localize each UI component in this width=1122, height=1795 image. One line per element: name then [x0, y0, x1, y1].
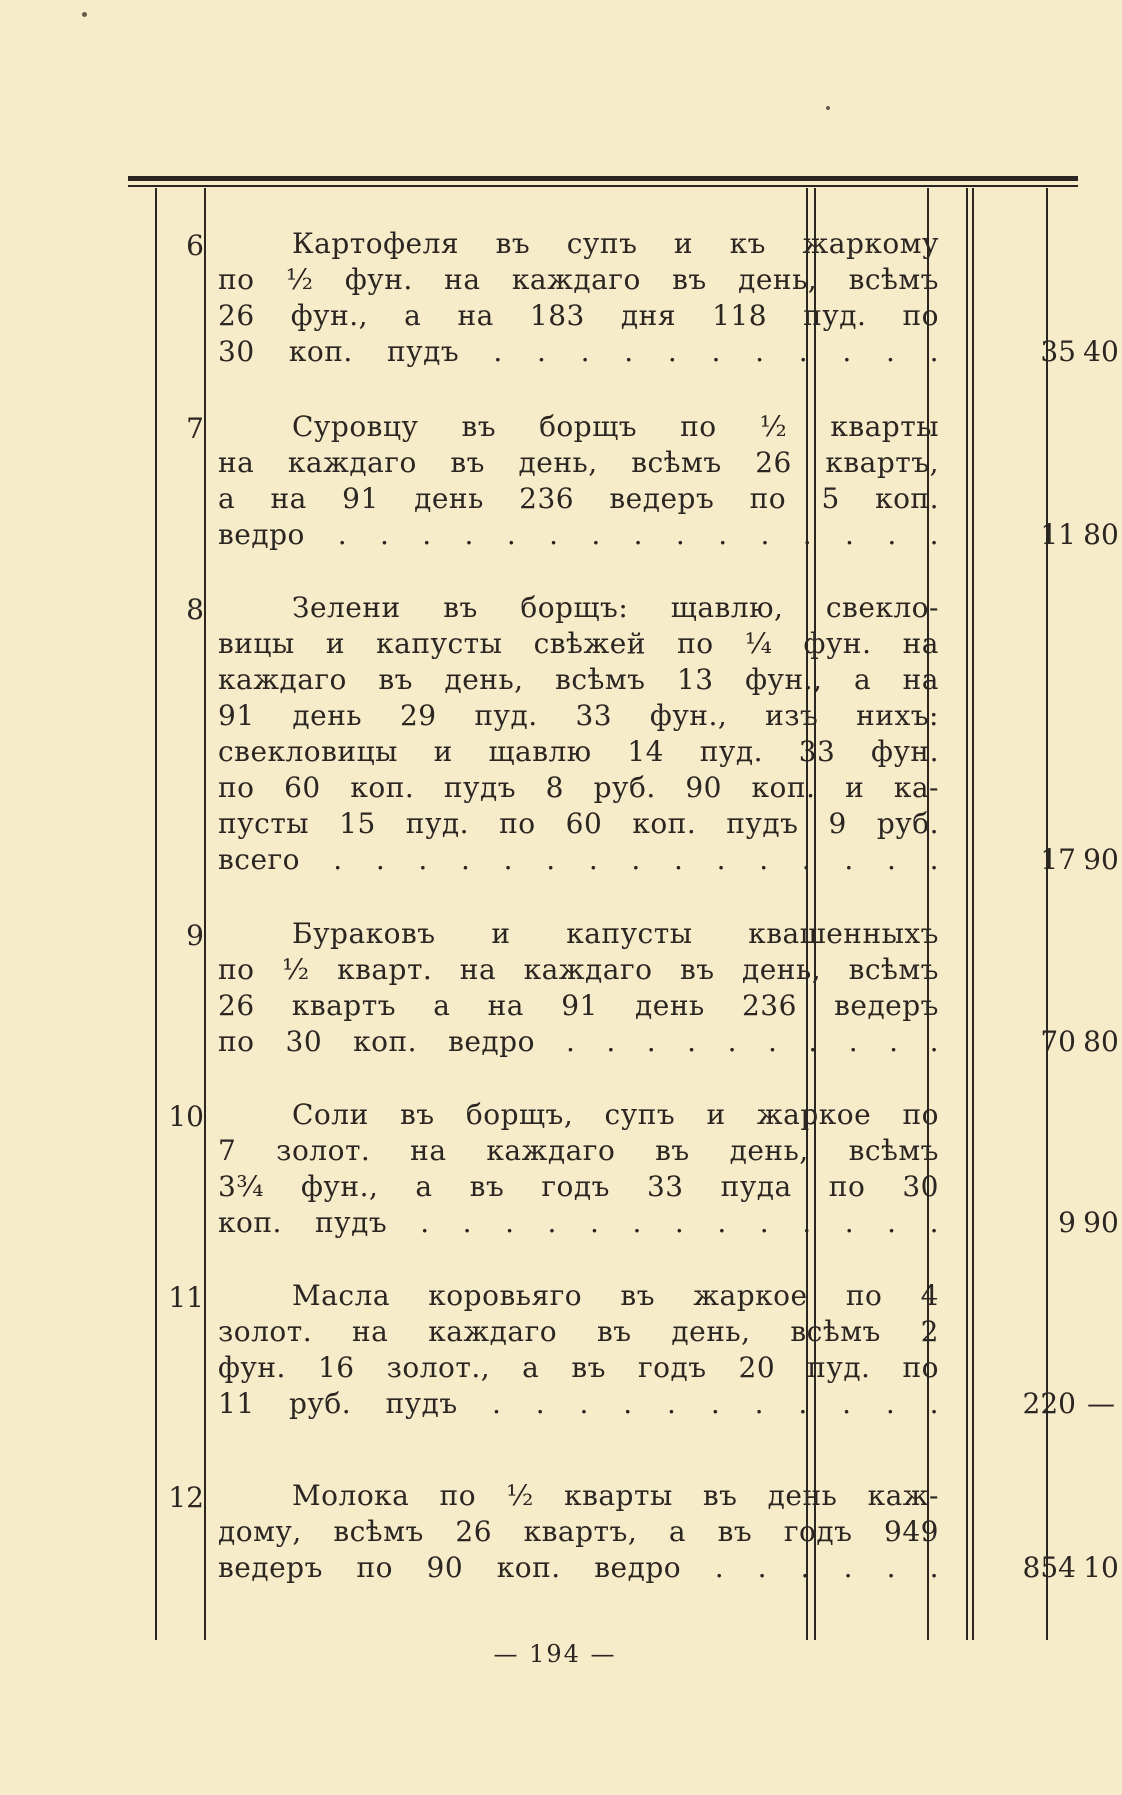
entry-line: Суровцу въ борщъ по ½ кварты	[292, 410, 939, 443]
amount-rubles: 220	[1022, 1387, 1076, 1420]
entry-number: 11	[168, 1281, 204, 1314]
entry-line: Бураковъ и капусты квашенныхъ	[292, 917, 939, 950]
entry-line: Соли въ борщъ, супъ и жаркое по	[292, 1098, 939, 1131]
table-top-rule-thick	[128, 176, 1078, 181]
entry-line: 91 день 29 пуд. 33 фун., изъ нихъ:	[218, 699, 939, 732]
column-line-rub-kop	[927, 188, 929, 1640]
column-line-kop-right-a	[966, 188, 968, 1640]
entry-description	[218, 409, 939, 553]
amount-rubles: 9	[1058, 1206, 1076, 1239]
amount-kopecks: —	[1087, 1387, 1115, 1420]
entry-description	[218, 590, 939, 878]
entry-number: 8	[186, 593, 204, 626]
amount-kopecks: 90	[1083, 1206, 1119, 1239]
entry-line: 7 золот. на каждаго въ день, всѣмъ	[218, 1134, 939, 1167]
entry-description	[218, 226, 939, 370]
entry-line: а на 91 день 236 ведеръ по 5 коп.	[218, 482, 939, 515]
entry-line: ведеръ по 90 коп. ведро . . . . . .	[218, 1551, 939, 1584]
entry-line: по ½ фун. на каждаго въ день, всѣмъ	[218, 263, 939, 296]
amount-kopecks: 90	[1083, 843, 1119, 876]
column-line-left-inner	[204, 188, 206, 1640]
entry-line: каждаго въ день, всѣмъ 13 фун., а на	[218, 663, 939, 696]
amount-kopecks: 40	[1083, 335, 1119, 368]
entry-line: Масла коровьяго въ жаркое по 4	[292, 1279, 939, 1312]
column-line-left-outer	[155, 188, 157, 1640]
entry-description	[218, 1278, 939, 1422]
entry-number: 9	[186, 919, 204, 952]
entry-line: по 60 коп. пудъ 8 руб. 90 коп. и ка-	[218, 771, 939, 804]
amount-rubles: 70	[1040, 1025, 1076, 1058]
amount-kopecks: 80	[1083, 518, 1119, 551]
page-number: — 194 —	[493, 1640, 617, 1668]
paper-speck	[826, 106, 830, 110]
entry-line: 3¾ фун., а въ годъ 33 пуда по 30	[218, 1170, 939, 1203]
amount-kopecks: 10	[1083, 1551, 1119, 1584]
entry-number: 6	[186, 229, 204, 262]
entry-line: фун. 16 золот., а въ годъ 20 пуд. по	[218, 1351, 939, 1384]
entry-line: ведро . . . . . . . . . . . . . . .	[218, 518, 939, 551]
amount-rubles: 11	[1040, 518, 1076, 551]
entry-line: пусты 15 пуд. по 60 коп. пудъ 9 руб.	[218, 807, 939, 840]
entry-line: Картофеля въ супъ и къ жаркому	[292, 227, 939, 260]
entry-line: Молока по ½ кварты въ день каж-	[292, 1479, 939, 1512]
entry-line: на каждаго въ день, всѣмъ 26 квартъ,	[218, 446, 939, 479]
entry-line: по 30 коп. ведро . . . . . . . . . .	[218, 1025, 939, 1058]
entry-line: 26 фун., а на 183 дня 118 пуд. по	[218, 299, 939, 332]
entry-number: 10	[168, 1100, 204, 1133]
amount-rubles: 17	[1040, 843, 1076, 876]
entry-description	[218, 916, 939, 1060]
entry-line: золот. на каждаго въ день, всѣмъ 2	[218, 1315, 939, 1348]
entry-line: коп. пудъ . . . . . . . . . . . . .	[218, 1206, 939, 1239]
entry-line: свекловицы и щавлю 14 пуд. 33 фун.	[218, 735, 939, 768]
amount-rubles: 854	[1022, 1551, 1076, 1584]
paper-speck	[82, 12, 87, 17]
column-line-kop-right-b	[972, 188, 974, 1640]
entry-line: 11 руб. пудъ . . . . . . . . . . .	[218, 1387, 939, 1420]
entry-line: 30 коп. пудъ . . . . . . . . . . .	[218, 335, 939, 368]
entry-line: 26 квартъ а на 91 день 236 ведеръ	[218, 989, 939, 1022]
entry-description	[218, 1478, 939, 1586]
amount-rubles: 35	[1040, 335, 1076, 368]
amount-kopecks: 80	[1083, 1025, 1119, 1058]
column-line-right-outer	[1046, 188, 1048, 1640]
entry-line: вицы и капусты свѣжей по ¼ фун. на	[218, 627, 939, 660]
entry-number: 12	[168, 1481, 204, 1514]
entry-line: Зелени въ борщъ: щавлю, свекло-	[292, 591, 939, 624]
entry-description	[218, 1097, 939, 1241]
column-line-text-right-a	[806, 188, 808, 1640]
entry-line: всего . . . . . . . . . . . . . . .	[218, 843, 939, 876]
table-top-rule-thin	[128, 185, 1078, 187]
entry-line: дому, всѣмъ 26 квартъ, а въ годъ 949	[218, 1515, 939, 1548]
entry-number: 7	[186, 412, 204, 445]
column-line-text-right-b	[814, 188, 816, 1640]
entry-line: по ½ кварт. на каждаго въ день, всѣмъ	[218, 953, 939, 986]
